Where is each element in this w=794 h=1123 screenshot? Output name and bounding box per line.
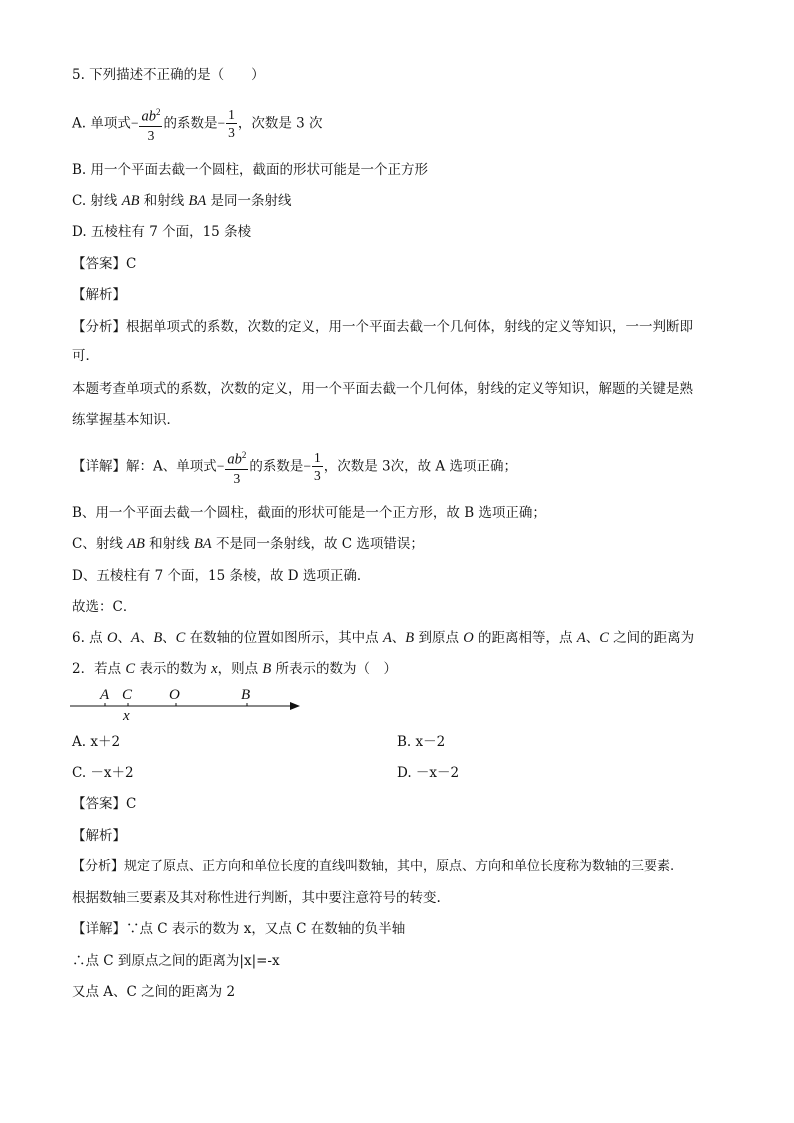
variable: x — [211, 661, 218, 677]
minus-sign: − — [303, 458, 311, 474]
q6-analysis-tag: 【解析】 — [72, 828, 126, 844]
q5-fenxi-line-1: 【分析】根据单项式的系数，次数的定义，用一个平面去截一个几何体，射线的定义等知识，一一判断即 — [72, 319, 693, 335]
point-label: B — [405, 630, 415, 646]
point-label-c: C — [122, 687, 133, 703]
frac-numerator: 1 — [228, 107, 235, 123]
q5-option-a-prefix: A. 单项式 — [72, 115, 131, 132]
fraction-ab2-over-3 — [225, 447, 248, 487]
point-label: A — [382, 630, 392, 646]
frac-denominator: 3 — [228, 125, 235, 141]
q6-option-a: A. x＋2 — [72, 734, 121, 750]
text: 到原点 — [414, 630, 464, 646]
arrow-head-icon — [290, 702, 300, 710]
q5-detail-d: D、五棱柱有 7 个面，15 条棱，故 D 选项正确． — [72, 568, 371, 584]
q5-option-a-suffix: ，次数是 3 次 — [237, 115, 323, 132]
point-label-a: A — [100, 687, 110, 703]
point-label: C — [125, 661, 136, 677]
minus-sign: − — [216, 458, 225, 474]
q5-fenxi-line-3: 本题考查单项式的系数，次数的定义，用一个平面去截一个几何体，射线的定义等知识，解题的关键是熟 — [72, 381, 693, 397]
q6-fenxi-line-2: 根据数轴三要素及其对称性进行判断，其中要注意符号的转变. — [72, 890, 441, 906]
ray-ab: AB — [121, 193, 140, 209]
number-line-diagram — [68, 682, 308, 724]
text: 的距离相等，点 — [473, 630, 577, 646]
text: 6. 点 — [72, 630, 107, 646]
q5-fenxi-line-2: 可． — [72, 348, 99, 364]
q5-option-c — [72, 191, 292, 211]
q5-detail-a — [72, 447, 517, 487]
q5-stem: 5. 下列描述不正确的是（ ） — [72, 67, 265, 83]
minus-sign: − — [130, 115, 139, 131]
q6-fenxi-line-1: 【分析】规定了原点、正方向和单位长度的直线叫数轴，其中，原点、方向和单位长度称为数轴的三要素. — [72, 859, 675, 874]
point-label: O — [463, 630, 474, 646]
q6-detail-line-2: ∴点 C 到原点之间的距离为|x|=-x — [72, 953, 280, 969]
q5-detail-c — [72, 534, 424, 554]
point-label: C — [175, 630, 186, 646]
text: 2．若点 — [72, 661, 126, 677]
text: 所表示的数为（ ） — [271, 661, 398, 677]
frac-denominator: 3 — [233, 470, 241, 486]
text: 和射线 — [144, 536, 194, 552]
text: 之间的距离为 — [608, 630, 695, 646]
point-label-b: B — [241, 687, 251, 703]
point-label: C — [599, 630, 609, 646]
point-label: A — [130, 630, 140, 646]
fraction-ab2-over-3 — [139, 104, 162, 144]
ray-ab: AB — [127, 536, 145, 552]
text: 、 — [139, 630, 154, 646]
q6-option-d: D. －x－2 — [397, 765, 460, 781]
ray-ba: BA — [188, 193, 207, 209]
text: C. 射线 — [72, 193, 122, 209]
frac-numerator: 1 — [314, 450, 321, 466]
ray-ba: BA — [193, 536, 212, 552]
text: 、 — [117, 630, 131, 646]
q6-answer: 【答案】C — [72, 796, 137, 812]
point-label: O — [106, 630, 118, 646]
q5-analysis-tag: 【解析】 — [72, 287, 126, 303]
point-label: B — [153, 630, 163, 646]
text: ，则点 — [217, 661, 263, 677]
q5-choose: 故选：C． — [72, 599, 137, 615]
text: 表示的数为 — [135, 661, 212, 677]
exponent: 2 — [155, 107, 161, 117]
text: 的系数是 — [249, 458, 304, 475]
q5-option-d: D. 五棱柱有 7 个面，15 条棱 — [72, 224, 252, 240]
point-label: A — [576, 630, 586, 646]
text: 和射线 — [139, 193, 189, 209]
fraction-1-over-3 — [312, 449, 323, 484]
q6-detail-line-3: 又点 A、C 之间的距离为 2 — [72, 984, 236, 1000]
text: 、 — [585, 630, 600, 646]
frac-denominator: 3 — [314, 468, 321, 484]
q6-stem-line-2 — [72, 659, 397, 679]
q5-option-b: B. 用一个平面去截一个圆柱，截面的形状可能是一个正方形 — [72, 162, 429, 178]
q6-option-b: B. x－2 — [397, 734, 446, 750]
text: 是同一条射线 — [206, 193, 292, 209]
text: 【详解】解：A、单项式 — [72, 458, 217, 475]
text: 、 — [391, 630, 406, 646]
text: 在数轴的位置如图所示，其中点 — [185, 630, 383, 646]
q6-detail-line-1: 【详解】∵点 C 表示的数为 x，又点 C 在数轴的负半轴 — [72, 921, 406, 937]
q5-detail-b: B、用一个平面去截一个圆柱，截面的形状可能是一个正方形，故 B 选项正确； — [72, 505, 546, 521]
text: C、射线 — [72, 536, 128, 552]
q5-fenxi-line-4: 练掌握基本知识． — [72, 412, 180, 428]
q6-option-c: C. －x＋2 — [72, 765, 134, 781]
text: ，次数是 3次，故 A 选项正确； — [323, 458, 517, 475]
text: 、 — [162, 630, 176, 646]
point-label-o: O — [169, 687, 180, 703]
minus-sign: − — [217, 115, 226, 131]
exponent: 2 — [241, 450, 247, 460]
fraction-1-over-3 — [226, 106, 237, 141]
text: 不是同一条射线，故 C 选项错误； — [211, 536, 424, 552]
frac-denominator: 3 — [147, 127, 155, 143]
q5-option-a — [72, 104, 323, 144]
q5-option-a-mid: 的系数是 — [163, 115, 218, 132]
frac-numerator: ab — [141, 108, 156, 125]
q6-stem-line-1 — [72, 628, 694, 648]
q5-answer: 【答案】C — [72, 256, 137, 272]
point-value-x: x — [123, 708, 130, 724]
frac-numerator: ab — [227, 451, 242, 468]
point-label: B — [262, 661, 272, 677]
